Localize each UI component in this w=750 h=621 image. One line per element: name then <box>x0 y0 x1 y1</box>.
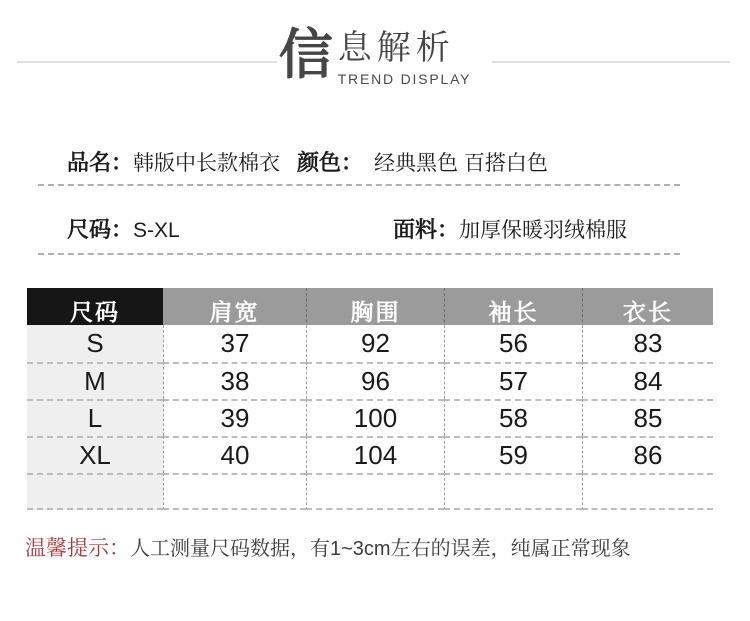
product-size-label: 尺码： <box>67 217 134 242</box>
product-size-fabric-row <box>67 213 628 244</box>
table-cell-value: 104 <box>306 436 444 473</box>
table-cell-empty <box>582 473 713 510</box>
size-table-header-length: 衣长 <box>582 288 713 333</box>
page-title-first-char: 信 <box>278 25 333 85</box>
page-title <box>278 25 472 87</box>
size-table <box>27 288 713 510</box>
dashed-divider-2 <box>38 253 680 255</box>
dashed-divider-1 <box>38 184 680 186</box>
table-cell-empty <box>444 473 582 510</box>
table-cell-value: 84 <box>582 362 713 399</box>
table-cell-size: S <box>27 325 163 362</box>
table-cell-value: 38 <box>163 362 306 399</box>
table-cell-empty <box>163 473 306 510</box>
product-name-color-row <box>67 146 548 177</box>
size-table-header-size: 尺码 <box>27 288 163 333</box>
header-right-divider <box>492 61 730 63</box>
table-cell-value: 85 <box>582 399 713 436</box>
table-cell-size: L <box>27 399 163 436</box>
size-table-header-sleeve: 袖长 <box>444 288 582 333</box>
size-table-header-shoulder: 肩宽 <box>163 288 306 333</box>
page-subtitle: TREND DISPLAY <box>337 71 472 87</box>
page-title-rest: 息解析 <box>337 29 455 67</box>
table-cell-value: 58 <box>444 399 582 436</box>
measurement-notice <box>25 532 631 562</box>
table-cell-size: M <box>27 362 163 399</box>
notice-text: 人工测量尺码数据，有1~3cm左右的误差，纯属正常现象 <box>130 538 631 560</box>
table-cell-value: 86 <box>582 436 713 473</box>
product-fabric-group <box>393 213 627 244</box>
product-name-label: 品名： <box>67 150 134 175</box>
table-cell-value: 96 <box>306 362 444 399</box>
table-cell-value: 59 <box>444 436 582 473</box>
product-color-label: 颜色： <box>297 150 364 175</box>
table-cell-value: 92 <box>306 325 444 362</box>
table-cell-value: 56 <box>444 325 582 362</box>
product-fabric-value: 加厚保暖羽绒棉服 <box>459 219 628 242</box>
table-cell-size: XL <box>27 436 163 473</box>
product-size-value: S-XL <box>133 219 180 242</box>
table-cell-value: 37 <box>163 325 306 362</box>
header-left-divider <box>17 61 277 63</box>
table-cell-value: 100 <box>306 399 444 436</box>
size-table-header-bust: 胸围 <box>306 288 444 333</box>
page-title-right <box>338 28 472 87</box>
table-cell-empty <box>27 473 163 510</box>
table-cell-value: 39 <box>163 399 306 436</box>
product-color-value: 经典黑色 百搭白色 <box>374 152 548 175</box>
product-fabric-label: 面料： <box>393 217 460 242</box>
table-cell-empty <box>306 473 444 510</box>
table-cell-value: 57 <box>444 362 582 399</box>
notice-label: 温馨提示： <box>25 537 130 560</box>
table-cell-value: 83 <box>582 325 713 362</box>
table-cell-value: 40 <box>163 436 306 473</box>
product-name-value: 韩版中长款棉衣 <box>133 152 281 175</box>
